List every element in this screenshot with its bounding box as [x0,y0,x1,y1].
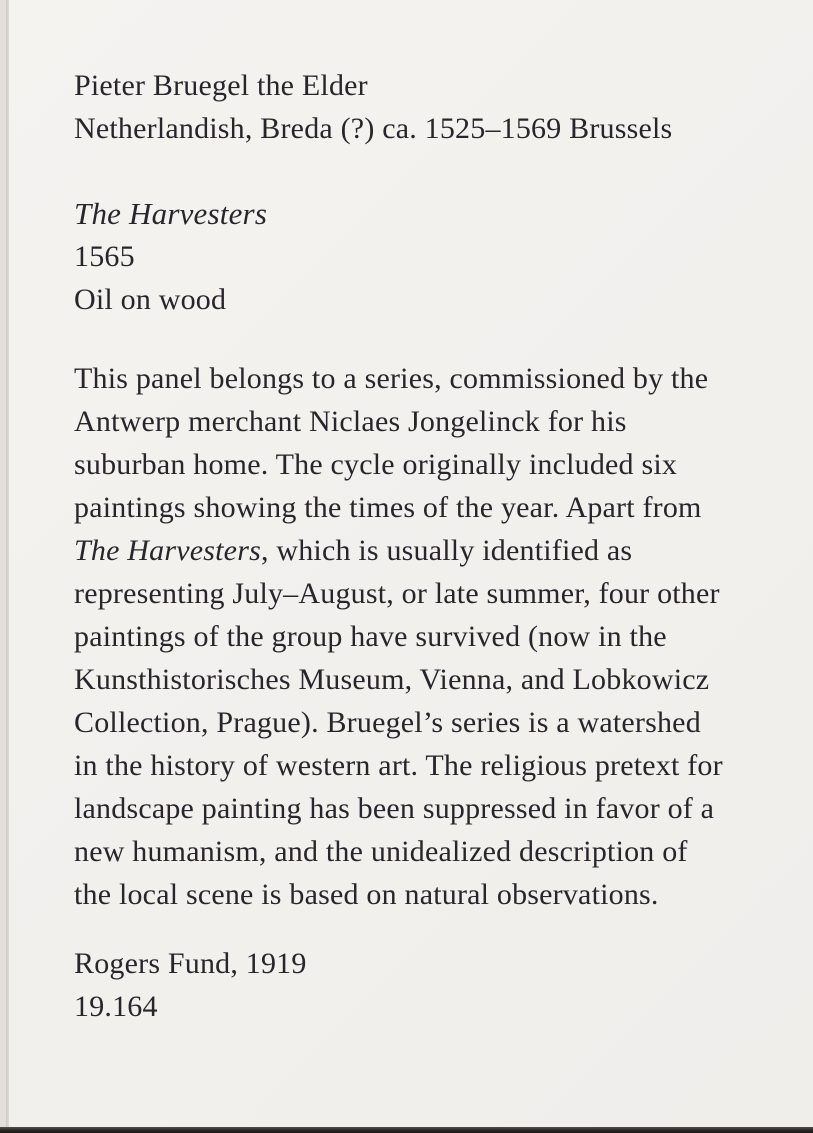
card-bottom-edge [0,1127,813,1133]
description-text-after-title: , which is usually identified as representing July–August, or late summer, four other paintings of the group have survived (now in the Kunsthistorisches Museum, Vienna, and Lobkowicz Collection, Prague). Bruegel’s series is a watershed in the history of western art. The religious pretext for landscape painting has been suppressed in favor of a new humanism, and the unidealized description of the local scene is based on natural observations. [74,534,723,911]
credit-block [74,942,813,1028]
artwork-medium: Oil on wood [74,283,227,316]
artist-block [74,64,813,150]
artwork-date: 1565 [74,240,135,273]
artist-nationality-dates: Netherlandish, Breda (?) ca. 1525–1569 Brussels [74,112,673,145]
artwork-description [74,357,726,916]
accession-number: 19.164 [74,990,158,1023]
credit-line: Rogers Fund, 1919 [74,947,307,980]
artwork-title-block [74,192,813,321]
artist-name: Pieter Bruegel the Elder [74,69,368,102]
description-text-before-title: This panel belongs to a series, commissioned by the Antwerp merchant Niclaes Jongelinck for his suburban home. The cycle originally included six paintings showing the times of the year. Apart from [74,362,709,524]
museum-label-card [9,0,813,1127]
description-title-italic: The Harvesters [74,534,261,567]
artwork-title: The Harvesters [74,196,268,231]
